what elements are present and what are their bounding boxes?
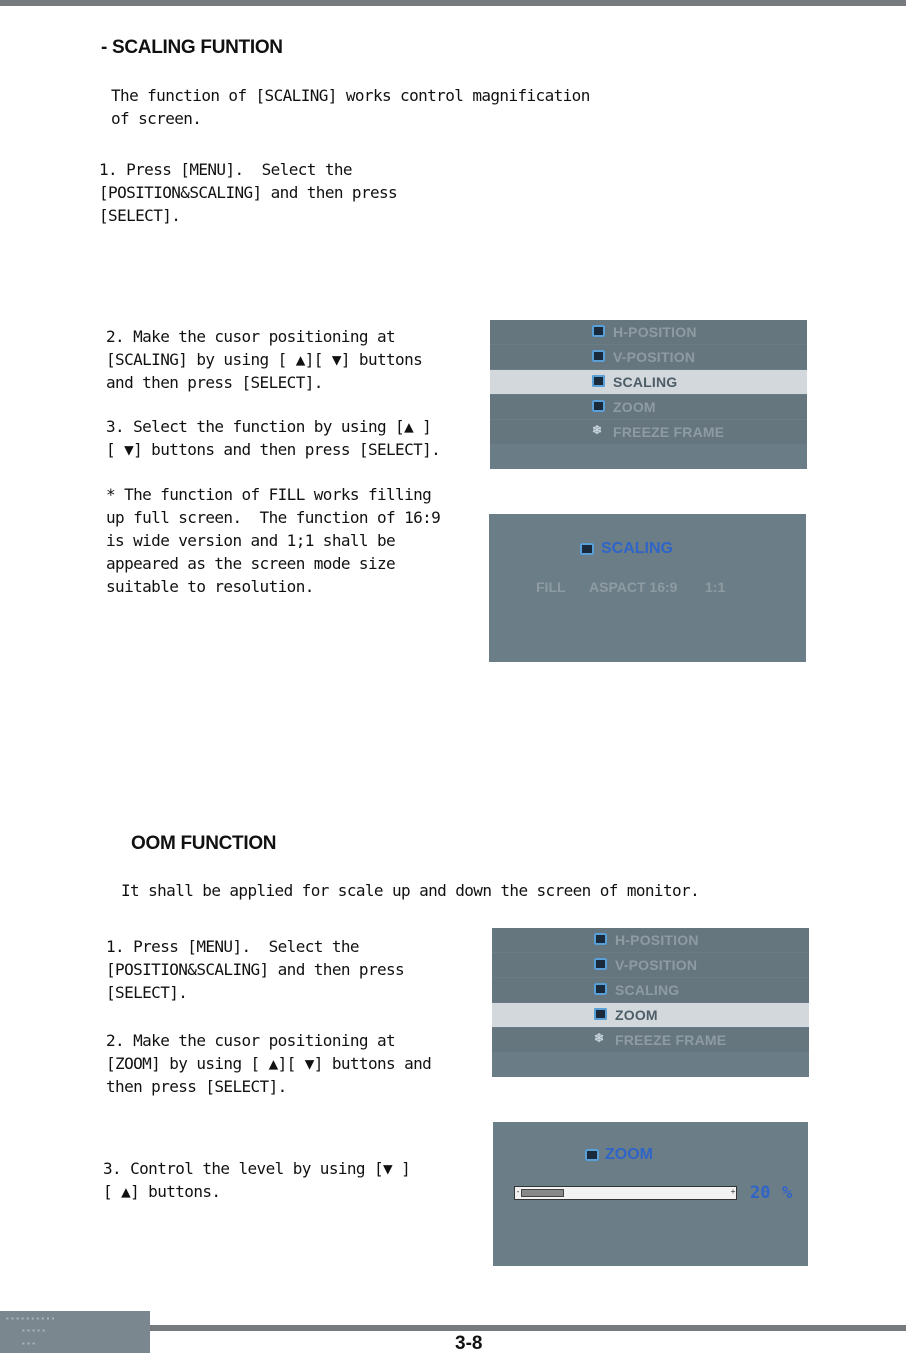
menu-item-h-position[interactable] — [490, 320, 807, 344]
zoom-slider-fill — [521, 1189, 564, 1197]
zoom-step-3: 3. Control the level by using [▼ ] [ ▲] buttons. — [103, 1159, 411, 1201]
zoom-icon — [585, 1149, 599, 1161]
option-fill[interactable]: FILL — [536, 579, 566, 595]
zoom-slider[interactable] — [514, 1186, 737, 1200]
osd-menu-zoom — [492, 928, 809, 1077]
menu-item-freeze-frame[interactable] — [490, 420, 807, 444]
osd-menu-scaling — [490, 320, 807, 469]
v-position-icon — [592, 350, 605, 362]
menu-item-v-position[interactable] — [492, 953, 809, 977]
scaling-intro: The function of [SCALING] works control magnification of screen. — [111, 86, 590, 128]
scaling-dialog — [489, 514, 806, 662]
v-position-icon — [594, 958, 607, 970]
zoom-step-2: 2. Make the cusor positioning at [ZOOM] by using [ ▲][ ▼] buttons and then press [SELECT]. — [106, 1031, 432, 1096]
zoom-step-1: 1. Press [MENU]. Select the [POSITION&SCALING] and then press [SELECT]. — [106, 937, 405, 1002]
scaling-note: * The function of FILL works filling up full screen. The function of 16:9 is wide version and 1;1 shall be appeared as the screen mode size suitable to resolution. — [106, 485, 441, 596]
menu-item-h-position[interactable] — [492, 928, 809, 952]
menu-item-scaling[interactable] — [492, 978, 809, 1002]
slider-plus[interactable]: + — [730, 1187, 736, 1196]
h-position-icon — [594, 933, 607, 945]
zoom-dialog-title: ZOOM — [605, 1146, 653, 1163]
zoom-dialog — [493, 1122, 808, 1266]
zoom-unit: % — [782, 1183, 793, 1203]
footer-thumbnail: ▪ ▪ ▪ ▪ ▪ ▪ ▪ ▪ ▪ ▪ ▪ ▪ ▪ ▪ ▪ ▪ ▪ ▪ — [0, 1311, 150, 1353]
menu-item-freeze-frame[interactable] — [492, 1028, 809, 1052]
freeze-icon: ❄ — [592, 423, 603, 437]
scaling-heading: - SCALING FUNTION — [101, 37, 283, 58]
menu-item-label: SCALING — [613, 374, 678, 390]
menu-item-label: H-POSITION — [613, 324, 697, 340]
scaling-dialog-title: SCALING — [601, 540, 673, 557]
scaling-step-1: 1. Press [MENU]. Select the [POSITION&SCALING] and then press [SELECT]. — [99, 160, 398, 225]
menu-item-v-position[interactable] — [490, 345, 807, 369]
menu-item-label: FREEZE FRAME — [613, 424, 725, 440]
menu-item-label: SCALING — [615, 982, 680, 998]
option-aspact-16-9[interactable]: ASPACT 16:9 — [589, 579, 678, 595]
zoom-heading: OOM FUNCTION — [131, 833, 277, 854]
menu-item-label: V-POSITION — [613, 349, 696, 365]
h-position-icon — [592, 325, 605, 337]
scaling-icon — [580, 543, 594, 555]
scaling-step-3: 3. Select the function by using [▲ ] [ ▼] buttons and then press [SELECT]. — [106, 417, 441, 459]
menu-item-label: ZOOM — [615, 1007, 658, 1023]
scaling-step-2: 2. Make the cusor positioning at [SCALING] by using [ ▲][ ▼] buttons and then press [SELECT]. — [106, 327, 423, 392]
zoom-value: 20 — [750, 1183, 771, 1203]
menu-footer — [492, 1053, 809, 1075]
footer-rule — [150, 1325, 906, 1331]
menu-item-zoom[interactable] — [490, 395, 807, 419]
top-rule — [0, 0, 906, 6]
scaling-icon — [592, 375, 605, 387]
menu-item-label: H-POSITION — [615, 932, 699, 948]
slider-minus[interactable]: - — [515, 1187, 521, 1196]
page-number: 3-8 — [455, 1333, 483, 1354]
menu-item-zoom[interactable] — [492, 1003, 809, 1027]
menu-item-label: FREEZE FRAME — [615, 1032, 727, 1048]
menu-footer — [490, 445, 807, 467]
menu-item-label: V-POSITION — [615, 957, 698, 973]
zoom-icon — [592, 400, 605, 412]
menu-item-scaling[interactable] — [490, 370, 807, 394]
option-1-1[interactable]: 1:1 — [705, 579, 726, 595]
zoom-icon — [594, 1008, 607, 1020]
zoom-intro: It shall be applied for scale up and down the screen of monitor. — [121, 881, 700, 900]
scaling-icon — [594, 983, 607, 995]
menu-item-label: ZOOM — [613, 399, 656, 415]
freeze-icon: ❄ — [594, 1031, 605, 1045]
